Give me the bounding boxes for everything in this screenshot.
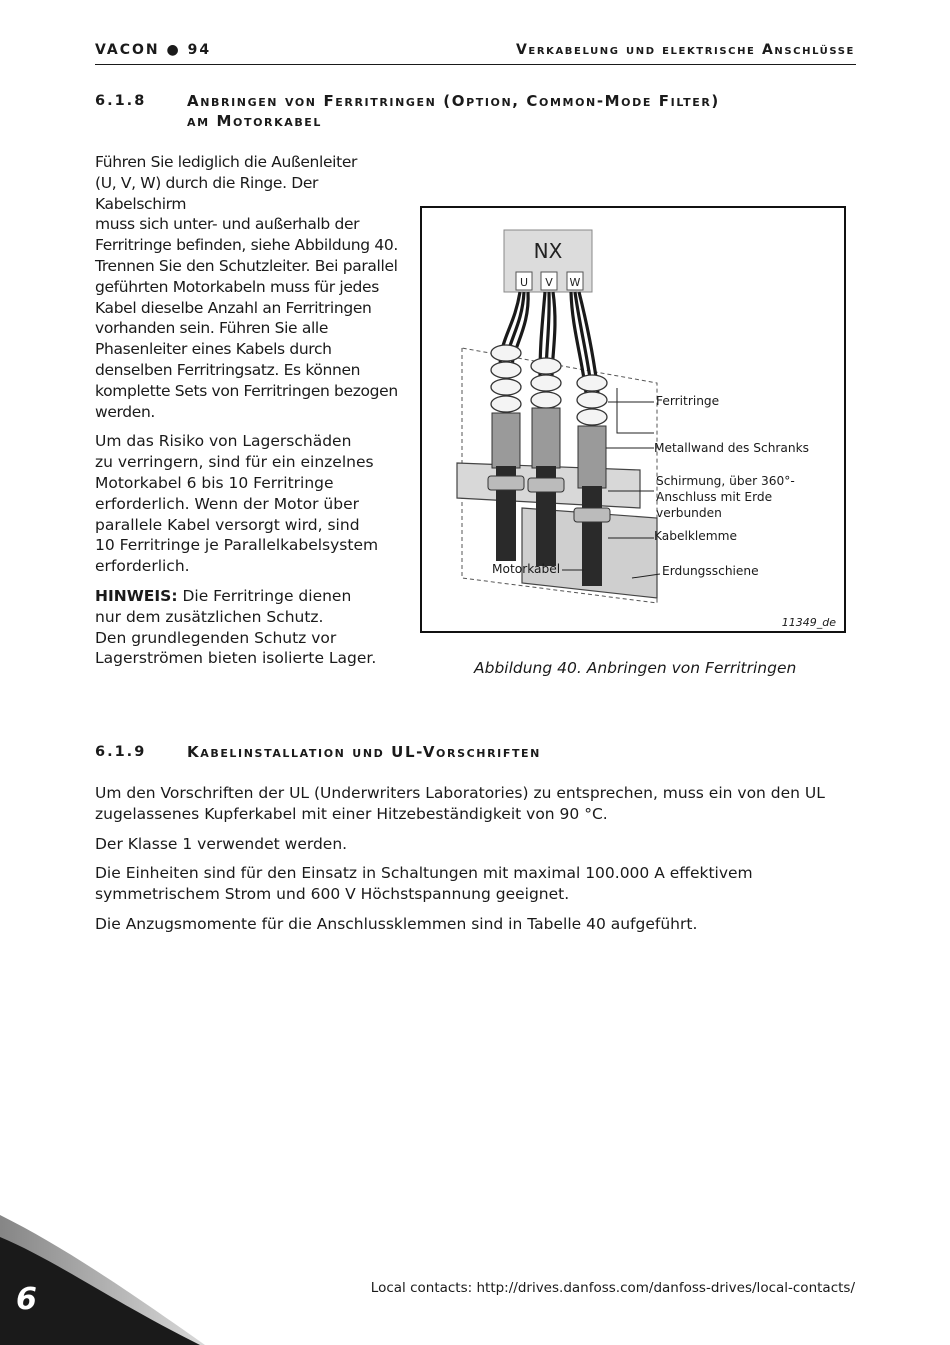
page-number: 6 <box>16 1282 37 1317</box>
note-paragraph <box>95 586 413 669</box>
paragraph: Um den Vorschriften der UL (Underwriters Laboratories) zu entsprechen, muss ein von den UL zugelassenes Kupferkabel mit einer Hitzebeständigkeit von 90 °C. <box>95 784 825 823</box>
page-corner-decoration <box>0 1215 205 1345</box>
callout-cable-clamp: Kabelklemme <box>654 529 738 543</box>
footer-contacts-link[interactable]: Local contacts: http://drives.danfoss.com/danfoss-drives/local-contacts/ <box>370 1280 855 1296</box>
callout-shielding: Schirmung, über 360°- Anschluss mit Erde verbunden <box>656 474 795 520</box>
section-title-line1: Anbringen von Ferritringen (Option, Common-Mode Filter) <box>187 92 720 110</box>
section-body <box>95 783 855 944</box>
drive-label: NX <box>533 239 563 263</box>
figure-caption: Abbildung 40. Anbringen von Ferritringen <box>474 659 797 677</box>
callout-ground-rail: Erdungsschiene <box>662 564 759 578</box>
paragraph: Um das Risiko von Lagerschäden zu verringern, sind für ein einzelnes Motorkabel 6 bis 10 Ferritringe erforderlich. Wenn der Motor über parallele Kabel versorgt wird, sind 10 Ferritringe je Parallelkabelsystem erforderlich. <box>95 432 379 576</box>
section-body <box>95 152 413 678</box>
section-number: 6.1.8 <box>95 93 147 109</box>
terminal-u-label: U <box>519 276 529 289</box>
section-number: 6.1.9 <box>95 744 147 760</box>
header-chapter-title: Verkabelung und elektrische Anschlüsse <box>515 42 855 58</box>
paragraph: Führen Sie lediglich die Außenleiter (U, V, W) durch die Ringe. Der Kabelschirm muss sich unter- und außerhalb der Ferritringe befinden, siehe Abbildung 40. Trennen Sie den Schutzleiter. Bei parallel geführten Motorkabeln muss für jedes Kabel dieselbe Anzahl an Ferritringen vorhanden sein. Führen Sie alle Phasenleiter eines Kabels durch denselben Ferritringsatz. Es können komplette Sets von Ferritringen bezogen werden. <box>95 153 398 421</box>
callout-ferrite-rings: Ferritringe <box>656 394 720 408</box>
figure-code: 11349_de <box>781 616 836 629</box>
header-brand-page: VACON ● 94 <box>95 42 212 58</box>
callout-motor-cable: Motorkabel <box>492 562 561 576</box>
motor-cables <box>492 408 606 586</box>
ferrite-installation-illustration <box>422 208 843 630</box>
paragraph: Der Klasse 1 verwendet werden. <box>95 834 348 853</box>
header-divider <box>95 64 856 65</box>
note-label: HINWEIS: <box>95 586 178 605</box>
note-text: Die Ferritringe dienen nur dem zusätzlichen Schutz. Den grundlegenden Schutz vor Lagerströmen bieten isolierte Lager. <box>95 586 377 668</box>
terminal-w-label: W <box>569 276 581 289</box>
figure-ferrite-rings <box>420 206 846 633</box>
section-title <box>187 91 720 131</box>
paragraph: Die Anzugsmomente für die Anschlussklemmen sind in Tabelle 40 aufgeführt. <box>95 914 698 933</box>
paragraph: Die Einheiten sind für den Einsatz in Schaltungen mit maximal 100.000 A effektivem symmetrischem Strom und 600 V Höchstspannung geeignet. <box>95 864 753 904</box>
section-title-line2: am Motorkabel <box>187 112 323 130</box>
section-title: Kabelinstallation und UL-Vorschriften <box>187 743 541 761</box>
terminal-v-label: V <box>545 276 553 289</box>
callout-cabinet-wall: Metallwand des Schranks <box>654 441 810 455</box>
